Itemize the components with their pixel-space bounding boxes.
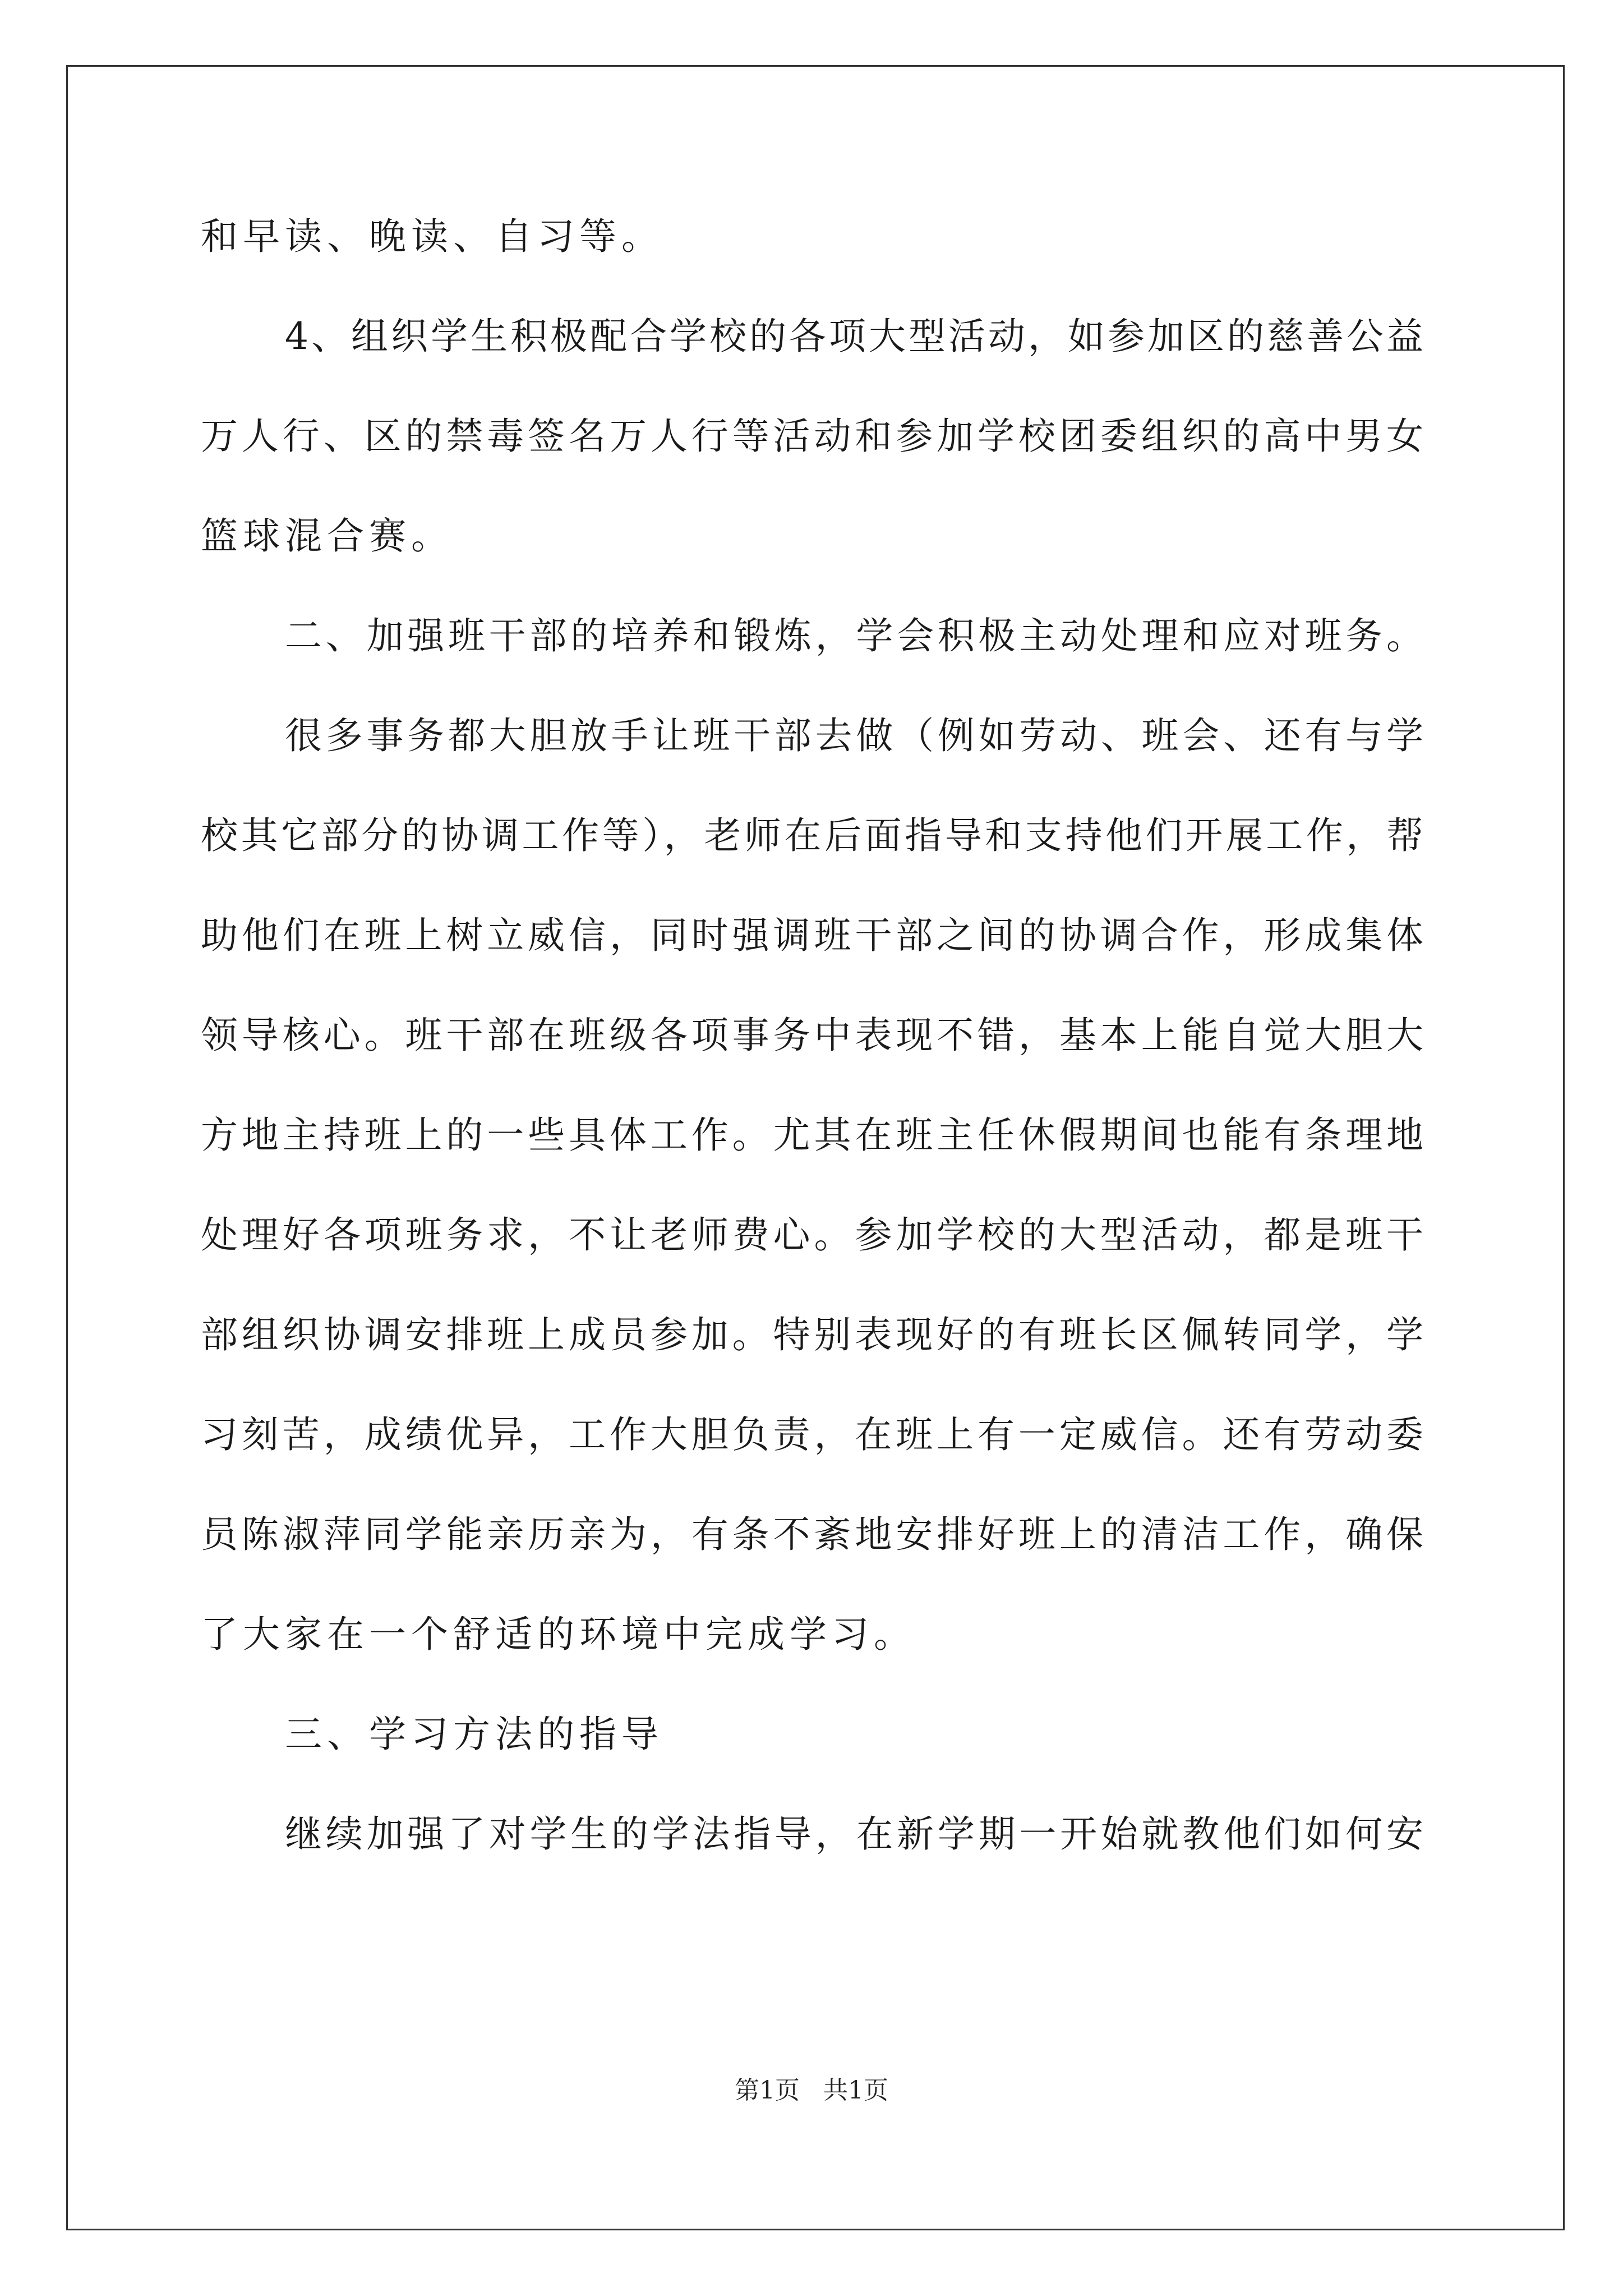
text-line: 万人行、区的禁毒签名万人行等活动和参加学校团委组织的高中男女 — [201, 415, 1423, 458]
text-line: 和早读、晚读、自习等。 — [201, 215, 663, 258]
text-line: 篮球混合赛。 — [201, 514, 453, 558]
text-line: 领导核心。班干部在班级各项事务中表现不错，基本上能自觉大胆大 — [201, 1014, 1423, 1057]
section-heading: 二、加强班干部的培养和锻炼，学会积极主动处理和应对班务。 — [285, 614, 1423, 657]
text-line: 员陈淑萍同学能亲历亲为，有条不紊地安排好班上的清洁工作，确保 — [201, 1513, 1423, 1556]
text-line: 4、组织学生积极配合学校的各项大型活动，如参加区的慈善公益 — [285, 315, 1423, 358]
text-line: 处理好各项班务求，不让老师费心。参加学校的大型活动，都是班干 — [201, 1213, 1423, 1257]
text-line: 习刻苦，成绩优异，工作大胆负责，在班上有一定威信。还有劳动委 — [201, 1413, 1423, 1456]
text-line: 了大家在一个舒适的环境中完成学习。 — [201, 1613, 916, 1656]
text-line: 很多事务都大胆放手让班干部去做（例如劳动、班会、还有与学 — [285, 714, 1423, 757]
text-line: 助他们在班上树立威信，同时强调班干部之间的协调合作，形成集体 — [201, 914, 1423, 957]
text-line: 部组织协调安排班上成员参加。特别表现好的有班长区佩转同学，学 — [201, 1313, 1423, 1356]
text-line: 继续加强了对学生的学法指导，在新学期一开始就教他们如何安 — [285, 1812, 1423, 1856]
text-line: 方地主持班上的一些具体工作。尤其在班主任休假期间也能有条理地 — [201, 1114, 1423, 1157]
text-line: 校其它部分的协调工作等），老师在后面指导和支持他们开展工作，帮 — [201, 814, 1423, 857]
page-number: 第1页 — [735, 2076, 800, 2105]
section-heading: 三、学习方法的指导 — [285, 1713, 663, 1756]
page-total: 共1页 — [823, 2076, 888, 2105]
page-footer — [0, 2070, 1623, 2106]
